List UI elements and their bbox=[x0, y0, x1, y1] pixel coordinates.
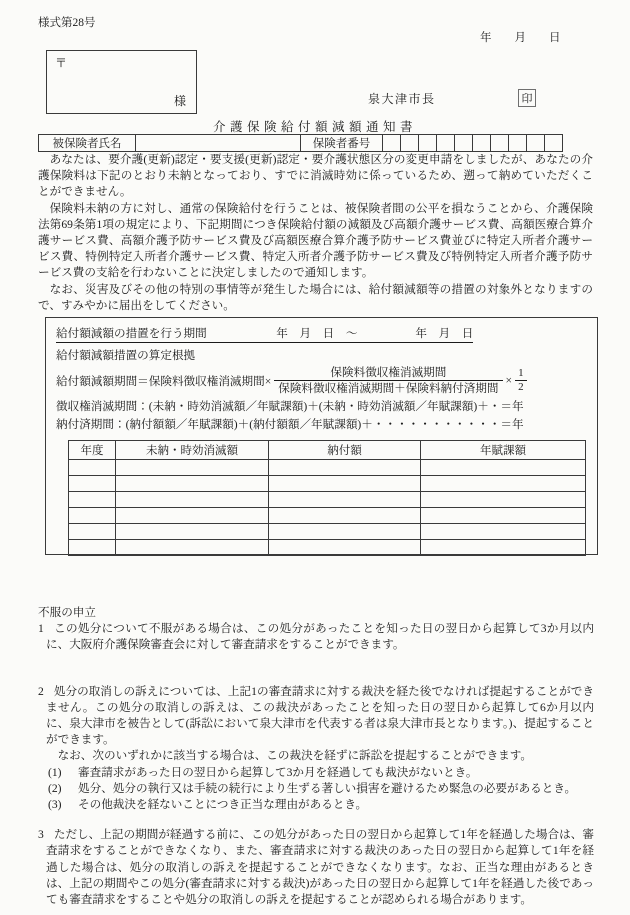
one-half-fraction bbox=[515, 367, 527, 394]
table-empty-cell[interactable] bbox=[69, 524, 116, 540]
appeal-subitem-3-number: (3) bbox=[48, 798, 62, 812]
table-empty-cell[interactable] bbox=[116, 524, 269, 540]
table-empty-cell[interactable] bbox=[69, 460, 116, 476]
appeal-item-1-text: この処分について不服がある場合は、この処分があったことを知った日の翌日から起算して3か月以内に、大阪府介護保険審査会に対して審査請求をすることができます。 bbox=[46, 622, 594, 652]
seal-box bbox=[518, 89, 536, 107]
half-numerator: 1 bbox=[518, 367, 524, 379]
insurer-number-digit-cell[interactable] bbox=[509, 135, 527, 152]
appeal-subitem-1-text: 審査請求があった日の翌日から起算して3か月を経過しても裁決がないとき。 bbox=[78, 765, 478, 779]
body-paragraph-2: 保険料未納の方に対し、通常の保険給付を行うことは、被保険者間の公平を損なうことから、介護保険法第69条第1項の規定により、下記期間につき保険給付額の減額及び高額介護サービス費、高額医療合算介護サービス費、高額介護予防サービス費及び高額医療合算介護予防サービス費並びに特定入所者介護サービス費、特例特定入所者介護サービス費、特定入所者介護予防サービス費及び特例特定入所者介護予防サービス費の支給を行わないことに決定しましたので通知します。 bbox=[38, 201, 593, 280]
insured-name-input-cell[interactable] bbox=[136, 135, 301, 152]
insurer-number-digit-cell[interactable] bbox=[455, 135, 473, 152]
appeal-subitem-3-text: その他裁決を経ないことにつき正当な理由があるとき。 bbox=[78, 798, 368, 812]
premium-table-empty-row bbox=[69, 476, 586, 492]
sender-mayor-name: 泉大津市長 bbox=[368, 92, 436, 106]
premium-year-table bbox=[68, 440, 586, 556]
table-empty-cell[interactable] bbox=[69, 492, 116, 508]
insurer-number-digit-cell[interactable] bbox=[527, 135, 545, 152]
reduction-period-line: 給付額減額の措置を行う期間 年 月 日 ～ 年 月 日 bbox=[56, 325, 473, 343]
header-fiscal-year: 年度 bbox=[69, 441, 116, 460]
appeal-item-3-number: 3 bbox=[38, 828, 44, 842]
table-empty-cell[interactable] bbox=[269, 508, 421, 524]
table-empty-cell[interactable] bbox=[116, 460, 269, 476]
fraction-denominator: 保険料徴収権消滅期間＋保険料納付済期間 bbox=[274, 380, 502, 396]
appeal-item-2-number: 2 bbox=[38, 684, 44, 698]
table-empty-cell[interactable] bbox=[269, 476, 421, 492]
table-empty-cell[interactable] bbox=[269, 524, 421, 540]
table-empty-cell[interactable] bbox=[421, 508, 586, 524]
header-annual-levy-amount: 年賦課額 bbox=[421, 441, 586, 460]
insurer-number-digit-cell[interactable] bbox=[545, 135, 563, 152]
premium-table-header-row bbox=[69, 441, 586, 460]
table-empty-cell[interactable] bbox=[116, 476, 269, 492]
addressee-honorific: 様 bbox=[173, 94, 186, 108]
insurer-number-digit-cell[interactable] bbox=[491, 135, 509, 152]
insurer-number-digit-cell[interactable] bbox=[419, 135, 437, 152]
appeal-subitem-1 bbox=[38, 765, 594, 781]
appeal-subitem-2-number: (2) bbox=[48, 781, 62, 795]
formula-lhs: 給付額減額期間＝保険料徴収権消滅期間× bbox=[56, 374, 272, 388]
appeal-item-2 bbox=[38, 684, 594, 749]
appeal-item-1 bbox=[38, 621, 594, 653]
insurer-number-label: 保険者番号 bbox=[301, 135, 383, 152]
fraction-numerator: 保険料徴収権消滅期間 bbox=[330, 366, 447, 379]
paid-period-line: 納付済期間：(納付額額／年賦課額)＋(納付額額／年賦課額)＋・・・・・・・・・・・＝年 bbox=[56, 418, 524, 431]
table-empty-cell[interactable] bbox=[269, 540, 421, 556]
table-empty-cell[interactable] bbox=[69, 540, 116, 556]
postal-mark: 〒 bbox=[55, 56, 68, 70]
form-number: 様式第28号 bbox=[38, 17, 96, 29]
header-paid-amount: 納付額 bbox=[269, 441, 421, 460]
appeal-section bbox=[38, 605, 594, 908]
formula-fraction bbox=[274, 365, 502, 396]
insurer-number-digit-cell[interactable] bbox=[401, 135, 419, 152]
table-empty-cell[interactable] bbox=[269, 460, 421, 476]
calculation-basis-label: 給付額減額措置の算定根拠 bbox=[56, 349, 196, 362]
premium-table-empty-row bbox=[69, 508, 586, 524]
appeal-item-2-note: なお、次のいずれかに該当する場合は、この裁決を経ずに訴訟を提起することができます。 bbox=[57, 749, 533, 763]
appeal-subitem-3 bbox=[38, 797, 594, 813]
table-empty-cell[interactable] bbox=[421, 540, 586, 556]
issue-date-line: 年 月 日 bbox=[480, 32, 561, 44]
half-denominator: 2 bbox=[515, 380, 527, 394]
table-empty-cell[interactable] bbox=[69, 476, 116, 492]
notice-body bbox=[38, 152, 593, 314]
formula-times-sign: × bbox=[505, 374, 513, 387]
table-empty-cell[interactable] bbox=[116, 540, 269, 556]
body-paragraph-3: なお、災害及びその他の特別の事情等が発生した場合には、給付額減額等の措置の対象外となりますので、すみやかに届出をしてください。 bbox=[38, 282, 593, 312]
insured-info-table bbox=[38, 134, 563, 152]
premium-table-empty-row bbox=[69, 524, 586, 540]
table-empty-cell[interactable] bbox=[116, 508, 269, 524]
table-empty-cell[interactable] bbox=[269, 492, 421, 508]
appeal-item-2-text: 処分の取消しの訴えについては、上記1の審査請求に対する裁決を経た後でなければ提起することができません。この処分の取消しの訴えは、この裁決があったことを知った日の翌日から起算して6か月以内に、泉大津市を被告として(訴訟において泉大津市を代表する者は泉大津市長となります。)、提起することができます。 bbox=[46, 684, 594, 747]
insured-name-label: 被保険者氏名 bbox=[39, 135, 136, 152]
insurer-number-digit-cell[interactable] bbox=[437, 135, 455, 152]
appeal-subitem-2-text: 処分、処分の執行又は手続の続行により生ずる著しい損害を避けるため緊急の必要があるとき。 bbox=[78, 781, 577, 795]
appeal-subitem-1-number: (1) bbox=[48, 765, 62, 779]
table-empty-cell[interactable] bbox=[421, 476, 586, 492]
appeal-item-1-number: 1 bbox=[38, 622, 44, 636]
seal-label: 印 bbox=[521, 93, 533, 105]
table-empty-cell[interactable] bbox=[69, 508, 116, 524]
table-empty-cell[interactable] bbox=[116, 492, 269, 508]
document-title: 介護保険給付額減額通知書 bbox=[212, 120, 417, 134]
reduction-measure-box bbox=[45, 317, 598, 555]
appeal-item-3 bbox=[38, 827, 594, 908]
insurer-number-digit-cell[interactable] bbox=[383, 135, 401, 152]
extinguished-period-line: 徴収権消滅期間：(未納・時効消滅額／年賦課額)＋(未納・時効消滅額／年賦課額)＋・＝年 bbox=[56, 400, 524, 413]
reduction-formula bbox=[56, 365, 587, 396]
table-empty-cell[interactable] bbox=[421, 492, 586, 508]
insurer-number-digit-cell[interactable] bbox=[473, 135, 491, 152]
table-empty-cell[interactable] bbox=[421, 460, 586, 476]
appeal-heading: 不服の申立 bbox=[38, 606, 96, 619]
premium-table-empty-row bbox=[69, 540, 586, 556]
appeal-subitem-2 bbox=[38, 781, 594, 797]
premium-table-empty-row bbox=[69, 492, 586, 508]
premium-table-empty-row bbox=[69, 460, 586, 476]
body-paragraph-1: あなたは、要介護(更新)認定・要支援(更新)認定・要介護状態区分の変更申請をしましたが、あなたの介護保険料は下記のとおり未納となっており、すでに消滅時効に係っているため、遡って納めていただくことができません。 bbox=[38, 153, 593, 199]
appeal-item-3-text: ただし、上記の期間が経過する前に、この処分があった日の翌日から起算して1年を経過した場合は、審査請求をすることができなくなり、また、審査請求に対する裁決のあった日の翌日から起算して1年を経過した場合は、処分の取消しの訴えを提起することができなくなります。なお、正当な理由があるときは、上記の期間やこの処分(審査請求に対する裁決)があった日の翌日から起算して1年を経過した後であっても審査請求をすることや処分の取消しの訴えを提起することが認められる場合があります。 bbox=[46, 828, 594, 907]
addressee-box[interactable] bbox=[46, 50, 197, 114]
header-unpaid-expired-amount: 未納・時効消滅額 bbox=[116, 441, 269, 460]
insured-info-row bbox=[39, 135, 563, 152]
table-empty-cell[interactable] bbox=[421, 524, 586, 540]
